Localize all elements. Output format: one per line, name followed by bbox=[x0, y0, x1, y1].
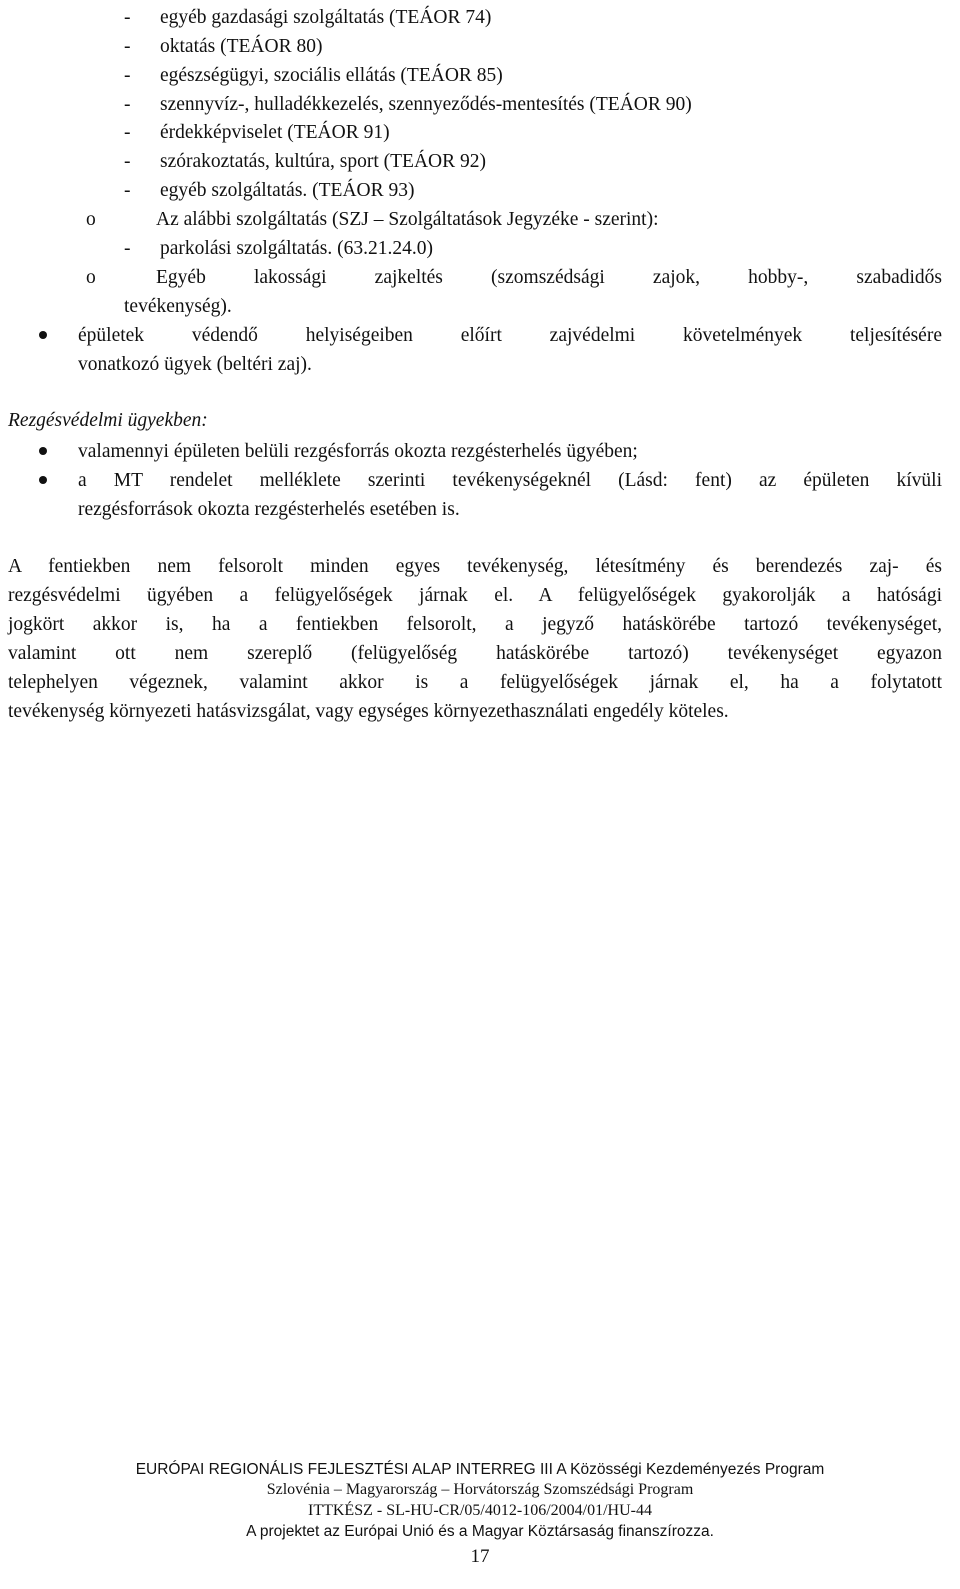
dash-marker: - bbox=[124, 7, 131, 28]
dash-marker: - bbox=[124, 94, 131, 115]
dash-marker: - bbox=[124, 65, 131, 86]
paragraph-line: A fentiekben nem felsorolt minden egyes tevékenység, létesítmény és berendezés zaj- és bbox=[8, 556, 942, 577]
list-item: érdekképviselet (TEÁOR 91) bbox=[160, 122, 390, 143]
paragraph-line: jogkört akkor is, ha a fentiekben felsorolt, a jegyző hatáskörébe tartozó tevékenységet, bbox=[8, 614, 942, 635]
list-item: Az alábbi szolgáltatás (SZJ – Szolgáltatások Jegyzéke - szerint): bbox=[156, 209, 659, 230]
paragraph-line: telephelyen végeznek, valamint akkor is a felügyelőségek járnak el, ha a folytatott bbox=[8, 672, 942, 693]
bullet-icon bbox=[39, 476, 47, 484]
list-item: épületek védendő helyiségeiben előírt zajvédelmi követelmények teljesítésére bbox=[78, 325, 942, 346]
list-item: Egyéb lakossági zajkeltés (szomszédsági zajok, hobby-, szabadidős bbox=[156, 267, 942, 288]
dash-marker: - bbox=[124, 180, 131, 201]
list-item: szórakoztatás, kultúra, sport (TEÁOR 92) bbox=[160, 151, 486, 172]
paragraph-line: tevékenység környezeti hatásvizsgálat, vagy egységes környezethasználati engedély köteles. bbox=[8, 701, 729, 722]
list-item: egyéb szolgáltatás. (TEÁOR 93) bbox=[160, 180, 415, 201]
dash-marker: - bbox=[124, 36, 131, 57]
footer-funding: A projektet az Európai Unió és a Magyar Köztársaság finanszírozza. bbox=[246, 1523, 714, 1540]
footer-program: EURÓPAI REGIONÁLIS FEJLESZTÉSI ALAP INTERREG III A Közösségi Kezdeményezés Program bbox=[135, 1461, 825, 1478]
footer-reference: ITTKÉSZ - SL-HU-CR/05/4012-106/2004/01/HU-44 bbox=[308, 1502, 652, 1519]
dash-marker: - bbox=[124, 122, 131, 143]
list-item-continuation: vonatkozó ügyek (beltéri zaj). bbox=[78, 354, 312, 375]
bullet-icon bbox=[39, 447, 47, 455]
bullet-icon bbox=[39, 331, 47, 339]
circle-marker: o bbox=[86, 209, 96, 230]
circle-marker: o bbox=[86, 267, 96, 288]
paragraph-line: rezgésvédelmi ügyében a felügyelőségek járnak el. A felügyelőségek gyakorolják a hatósági bbox=[8, 585, 942, 606]
footer-region: Szlovénia – Magyarország – Horvátország Szomszédsági Program bbox=[266, 1481, 694, 1498]
list-item: egyéb gazdasági szolgáltatás (TEÁOR 74) bbox=[160, 7, 492, 28]
list-item: egészségügyi, szociális ellátás (TEÁOR 85) bbox=[160, 65, 503, 86]
list-item-continuation: rezgésforrások okozta rezgésterhelés esetében is. bbox=[78, 499, 460, 520]
page-number: 17 bbox=[470, 1546, 490, 1567]
list-item: parkolási szolgáltatás. (63.21.24.0) bbox=[160, 238, 433, 259]
dash-marker: - bbox=[124, 238, 131, 259]
list-item: a MT rendelet melléklete szerinti tevékenységeknél (Lásd: fent) az épületen kívüli bbox=[78, 470, 942, 491]
list-item: oktatás (TEÁOR 80) bbox=[160, 36, 323, 57]
paragraph-line: valamint ott nem szereplő (felügyelőség hatáskörébe tartozó) tevékenységet egyazon bbox=[8, 643, 942, 664]
list-item: szennyvíz-, hulladékkezelés, szennyeződés-mentesítés (TEÁOR 90) bbox=[160, 94, 692, 115]
dash-marker: - bbox=[124, 151, 131, 172]
list-item: valamennyi épületen belüli rezgésforrás okozta rezgésterhelés ügyében; bbox=[78, 441, 638, 462]
list-item-continuation: tevékenység). bbox=[124, 296, 232, 317]
section-heading: Rezgésvédelmi ügyekben: bbox=[8, 410, 208, 431]
